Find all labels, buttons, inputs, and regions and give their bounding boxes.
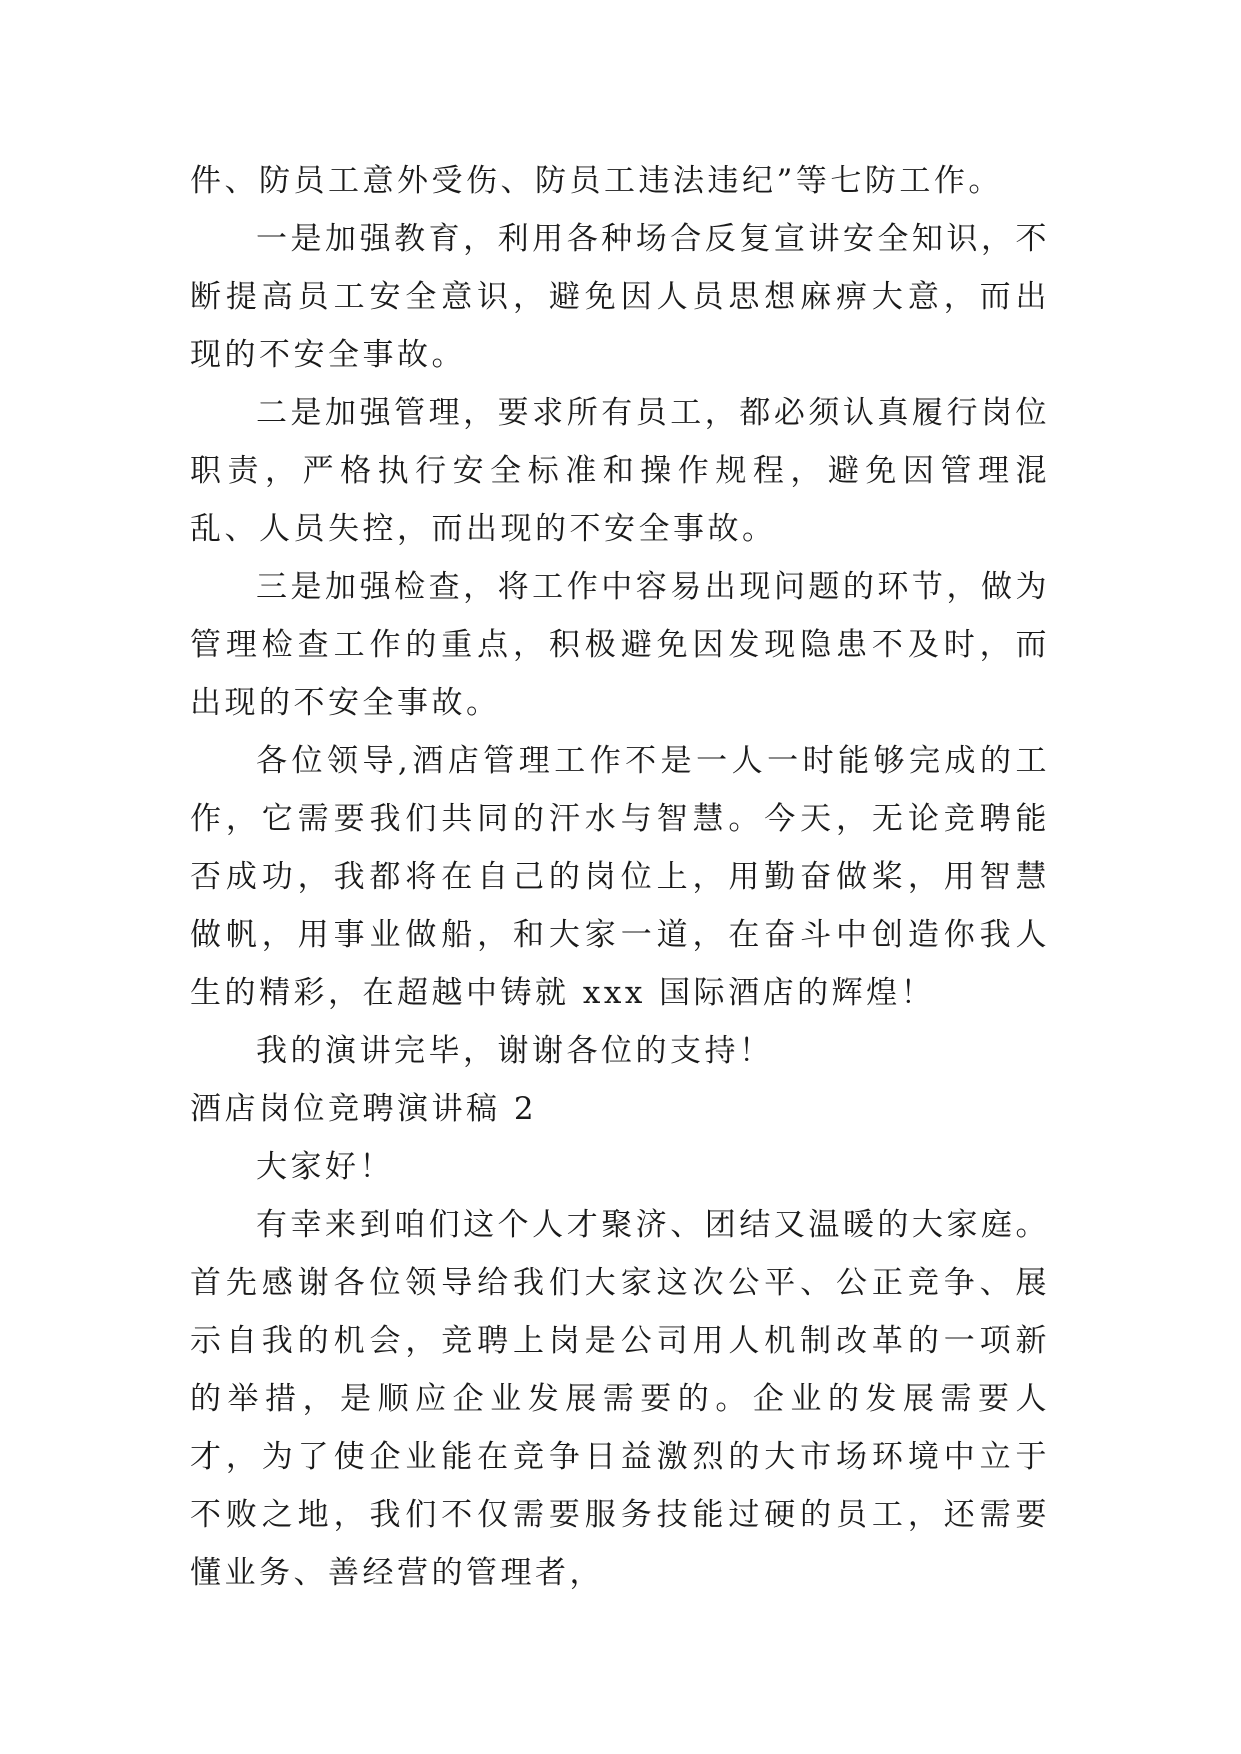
document-body bbox=[190, 152, 1050, 1602]
section-heading-speech-2: 酒店岗位竞聘演讲稿 2 bbox=[190, 1091, 538, 1127]
paragraph-education: 一是加强教育，利用各种场合反复宣讲安全知识，不断提高员工安全意识，避免因人员思想麻痹大意，而出现的不安全事故。 bbox=[190, 221, 1050, 373]
paragraph-closing-remarks: 各位领导,酒店管理工作不是一人一时能够完成的工作，它需要我们共同的汗水与智慧。今天，无论竞聘能否成功，我都将在自己的岗位上，用勤奋做桨，用智慧做帆，用事业做船，和大家一道，在奋斗中创造你我人生的精彩，在超越中铸就 xxx 国际酒店的辉煌！ bbox=[190, 743, 1050, 1011]
paragraph-seven-prevention-end: 件、防员工意外受伤、防员工违法违纪”等七防工作。 bbox=[190, 163, 1003, 199]
paragraph-greeting: 大家好！ bbox=[256, 1149, 394, 1185]
paragraph-thanks: 我的演讲完毕，谢谢各位的支持！ bbox=[256, 1033, 774, 1069]
paragraph-introduction: 有幸来到咱们这个人才聚济、团结又温暖的大家庭。首先感谢各位领导给我们大家这次公平、公正竞争、展示自我的机会，竞聘上岗是公司用人机制改革的一项新的举措，是顺应企业发展需要的。企业的发展需要人才，为了使企业能在竞争日益激烈的大市场环境中立于不败之地，我们不仅需要服务技能过硬的员工，还需要懂业务、善经营的管理者， bbox=[190, 1207, 1050, 1591]
paragraph-inspection: 三是加强检查，将工作中容易出现问题的环节，做为管理检查工作的重点，积极避免因发现隐患不及时，而出现的不安全事故。 bbox=[190, 569, 1050, 721]
paragraph-management: 二是加强管理，要求所有员工，都必须认真履行岗位职责，严格执行安全标准和操作规程，避免因管理混乱、人员失控，而出现的不安全事故。 bbox=[190, 395, 1050, 547]
